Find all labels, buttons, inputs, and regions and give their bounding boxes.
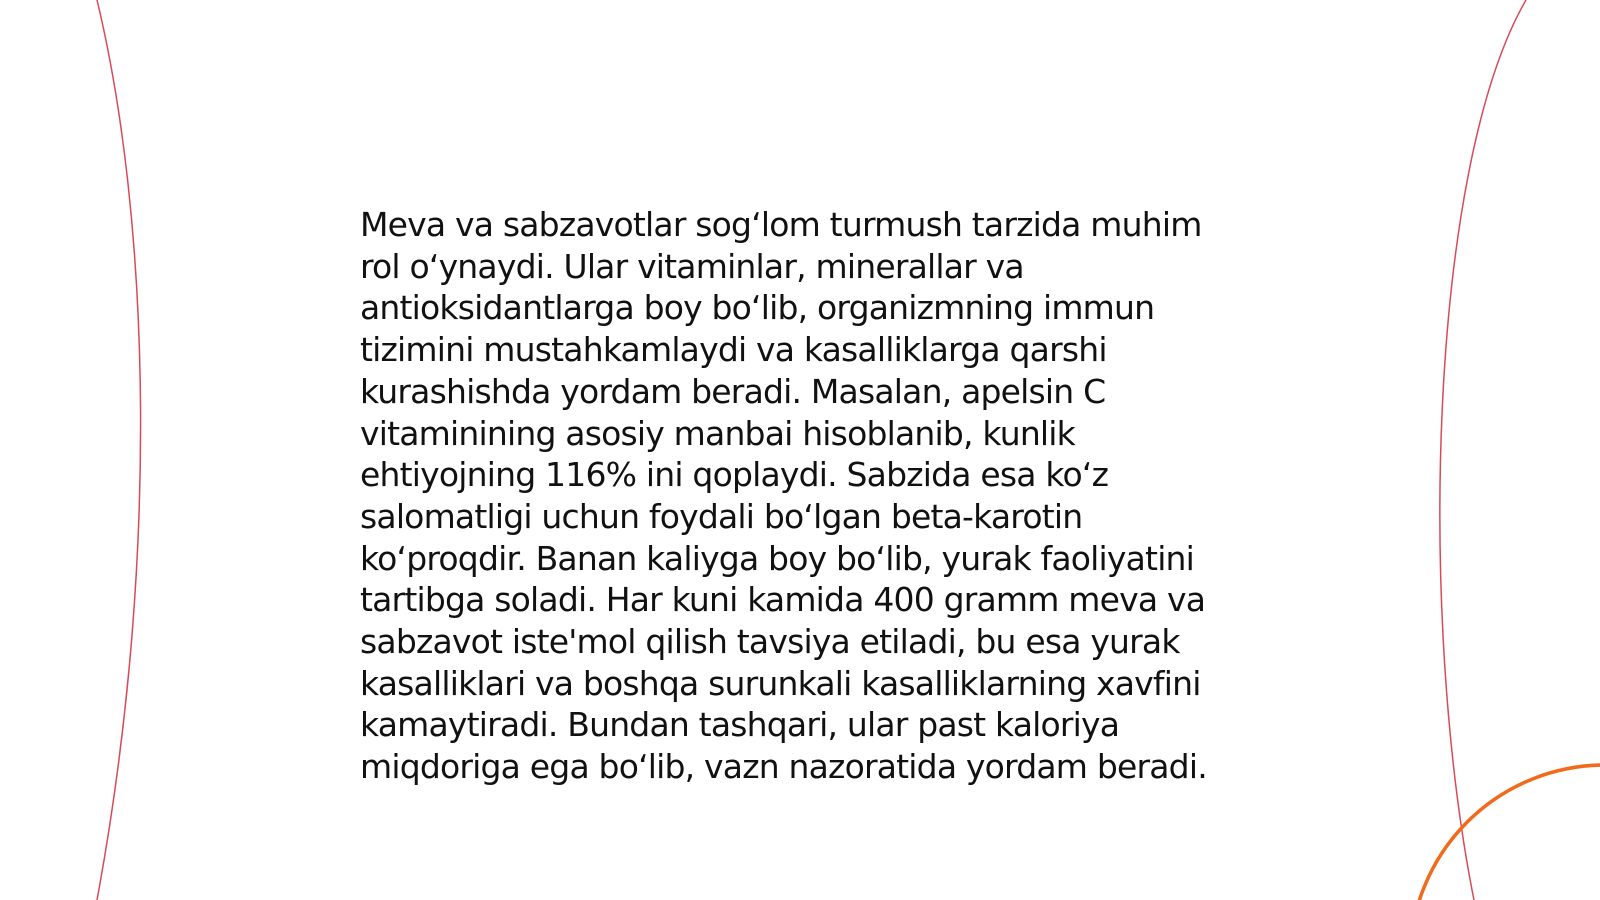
slide-body-paragraph: Meva va sabzavotlar sogʻlom turmush tarzida muhim rol oʻynaydi. Ular vitaminlar, minerallar va antioksidantlarga boy boʻlib, organizmning immun tizimini mustahkamlaydi va kasalliklarga qarshi kurashishda yordam beradi. Masalan, apelsin C vitaminining asosiy manbai hisoblanib, kunlik ehtiyojning 116% ini qoplaydi. Sabzida esa koʻz salomatligi uchun foydali boʻlgan beta-karotin koʻproqdir. Banan kaliyga boy boʻlib, yurak faoliyatini tartibga soladi. Har kuni kamida 400 gramm meva va sabzavot iste'mol qilish tavsiya etiladi, bu esa yurak kasalliklari va boshqa surunkali kasalliklarning xavfini kamaytiradi. Bundan tashqari, ular past kaloriya miqdoriga ega boʻlib, vazn nazoratida yordam beradi. [360,205,1207,787]
orange-circle-accent [1410,765,1600,900]
right-arc-decoration [1440,0,1526,900]
left-arc-decoration [97,0,141,900]
